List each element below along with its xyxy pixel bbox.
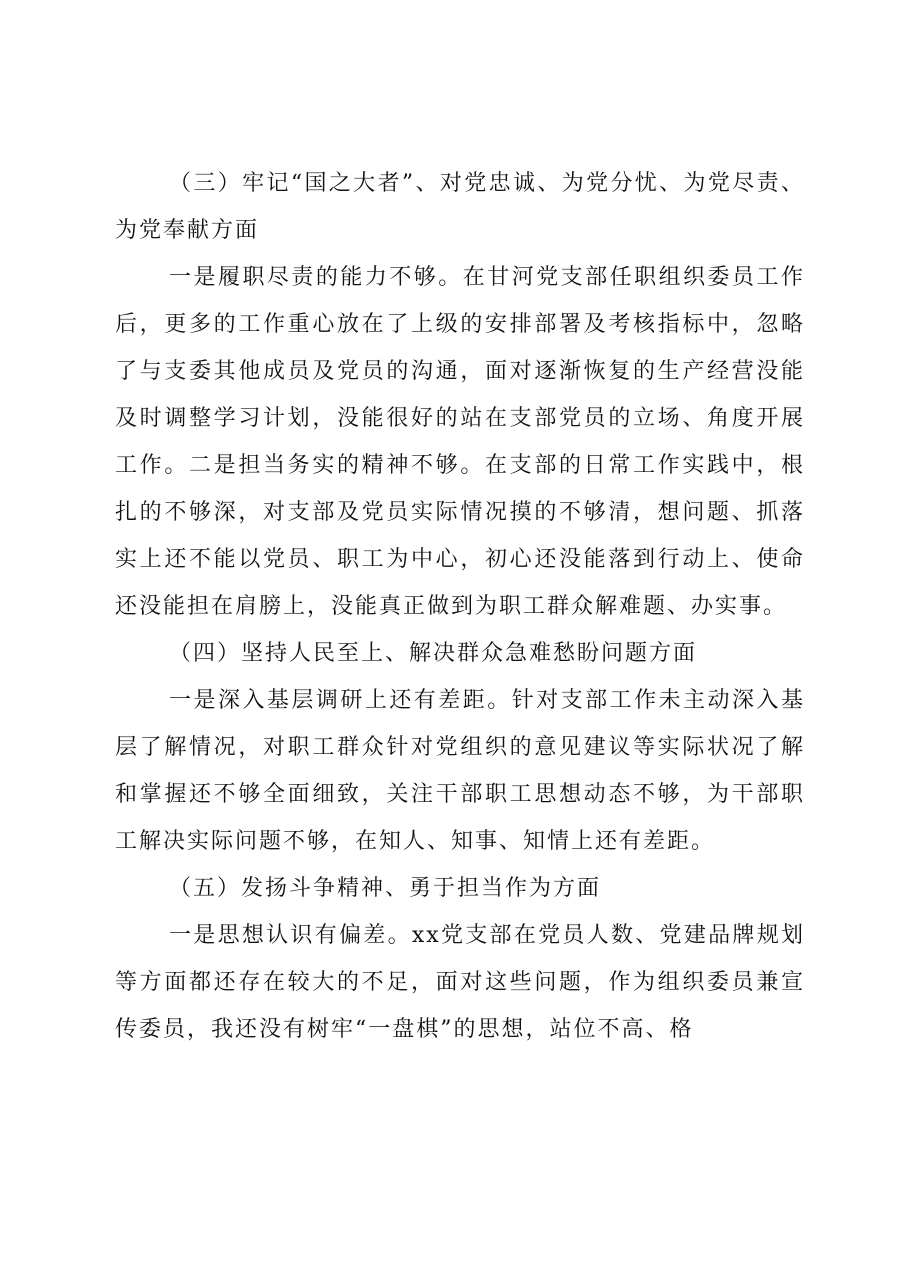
document-body [115,160,805,1053]
section-heading-4: （四）坚持人民至上、解决群众急难愁盼问题方面 [169,641,698,666]
section-body-4: 一是深入基层调研上还有差距。针对支部工作未主动深入基层了解情况，对职工群众针对党组织的意见建议等实际状况了解和掌握还不够全面细致，关注干部职工思想动态不够，为干部职工解决实际问题不够，在知人、知事、知情上还有差距。 [115,688,805,854]
section-body-3: 一是履职尽责的能力不够。在甘河党支部任职组织委员工作后，更多的工作重心放在了上级的安排部署及考核指标中，忽略了与支委其他成员及党员的沟通，面对逐渐恢复的生产经营没能及时调整学习计划，没能很好的站在支部党员的立场、角度开展工作。二是担当务实的精神不够。在支部的日常工作实践中，根扎的不够深，对支部及党员实际情况摸的不够清，想问题、抓落实上还不能以党员、职工为中心，初心还没能落到行动上、使命还没能担在肩膀上，没能真正做到为职工群众解难题、办实事。 [115,265,805,619]
section-heading-5: （五）发扬斗争精神、勇于担当作为方面 [169,876,602,901]
section-heading-3: （三）牢记“国之大者”、对党忠诚、为党分忧、为党尽责、为党奉献方面 [115,171,805,243]
section-body-5: 一是思想认识有偏差。xx党支部在党员人数、党建品牌规划等方面都还存在较大的不足，面对这些问题，作为组织委员兼宣传委员，我还没有树牢“一盘棋”的思想，站位不高、格 [115,923,805,1042]
